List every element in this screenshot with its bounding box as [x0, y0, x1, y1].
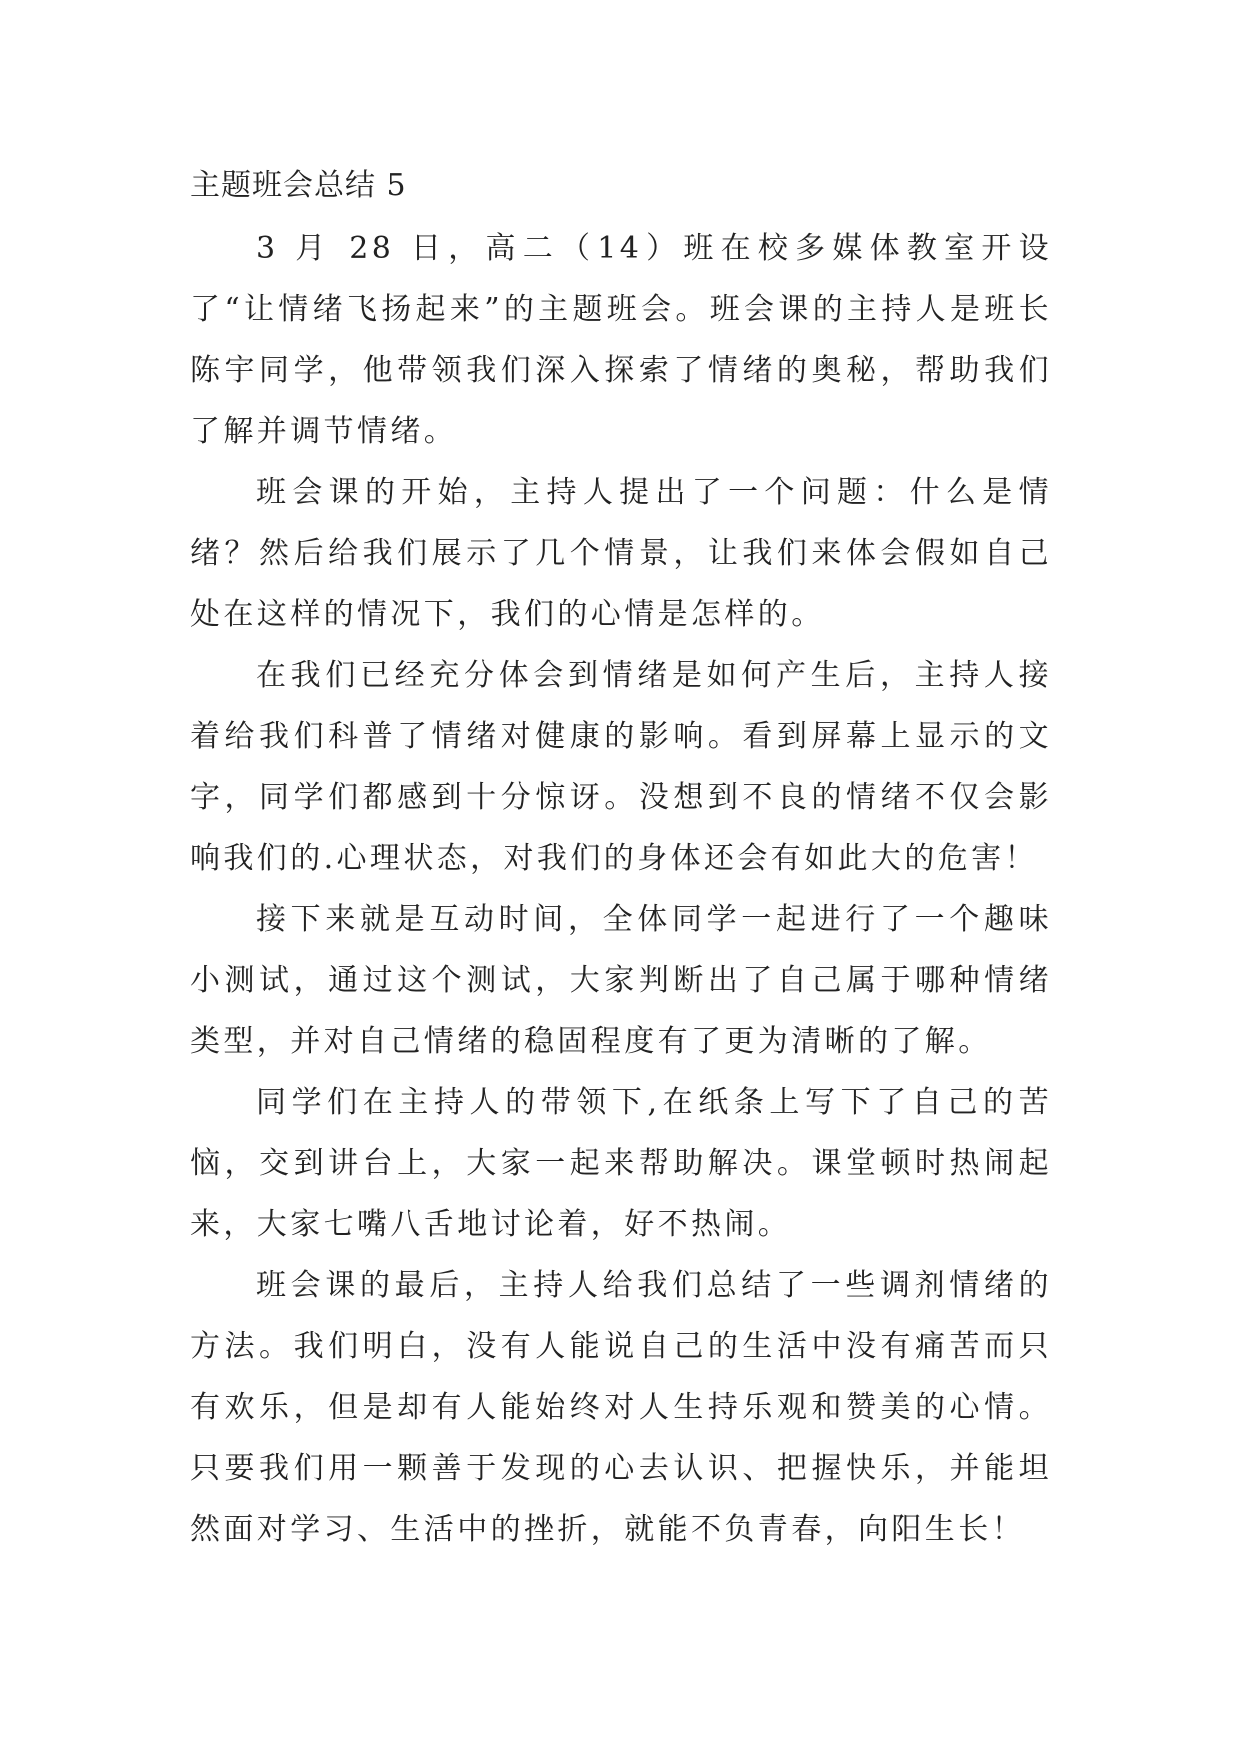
document-title: 主题班会总结 5 — [190, 168, 407, 203]
paragraph-2: 班会课的开始，主持人提出了一个问题：什么是情绪？然后给我们展示了几个情景，让我们来体会假如自己处在这样的情况下，我们的心情是怎样的。 — [190, 475, 1052, 632]
paragraph-4: 接下来就是互动时间，全体同学一起进行了一个趣味小测试，通过这个测试，大家判断出了自己属于哪种情绪类型，并对自己情绪的稳固程度有了更为清晰的了解。 — [190, 902, 1052, 1059]
paragraph-5: 同学们在主持人的带领下,在纸条上写下了自己的苦恼，交到讲台上，大家一起来帮助解决。课堂顿时热闹起来，大家七嘴八舌地讨论着，好不热闹。 — [190, 1085, 1052, 1242]
paragraph-6: 班会课的最后，主持人给我们总结了一些调剂情绪的方法。我们明白，没有人能说自己的生活中没有痛苦而只有欢乐，但是却有人能始终对人生持乐观和赞美的心情。只要我们用一颗善于发现的心去认识、把握快乐，并能坦然面对学习、生活中的挫折，就能不负青春，向阳生长！ — [190, 1268, 1052, 1547]
paragraph-3: 在我们已经充分体会到情绪是如何产生后，主持人接着给我们科普了情绪对健康的影响。看到屏幕上显示的文字，同学们都感到十分惊讶。没想到不良的情绪不仅会影响我们的.心理状态，对我们的身体还会有如此大的危害！ — [190, 658, 1052, 876]
paragraph-1: 3 月 28 日，高二（14）班在校多媒体教室开设了“让情绪飞扬起来”的主题班会。班会课的主持人是班长陈宇同学，他带领我们深入探索了情绪的奥秘，帮助我们了解并调节情绪。 — [190, 231, 1052, 449]
document-page — [190, 160, 1052, 1560]
